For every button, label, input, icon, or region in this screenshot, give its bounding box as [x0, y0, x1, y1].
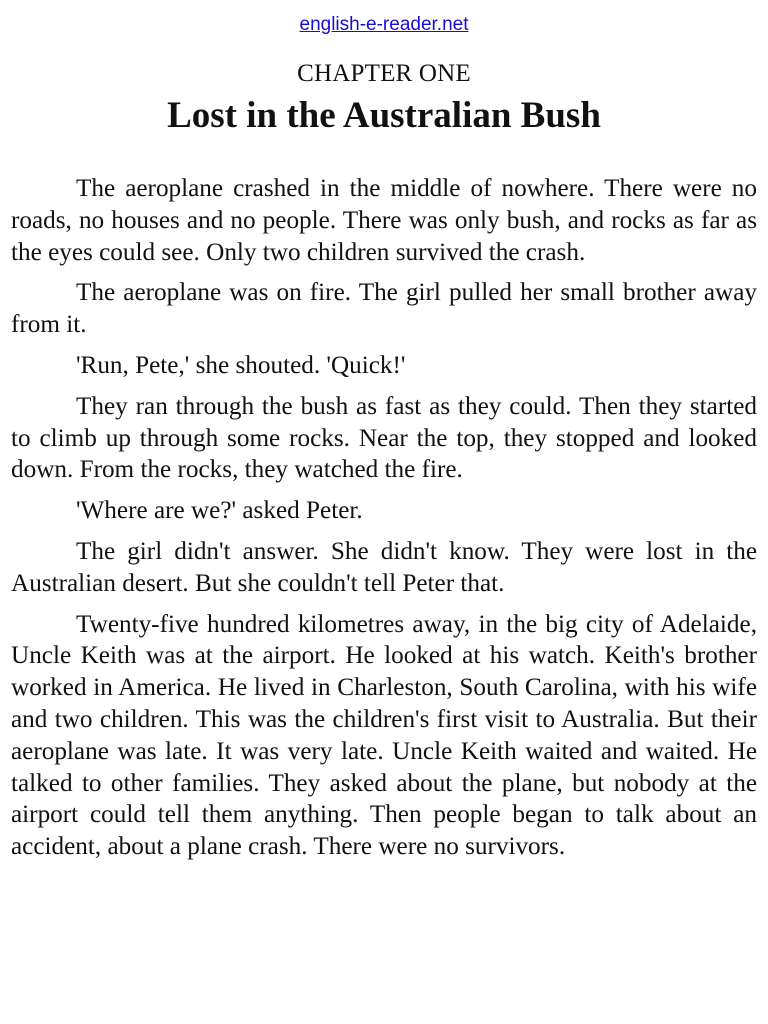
- paragraph: The aeroplane was on fire. The girl pulled her small brother away from it.: [11, 279, 757, 339]
- reader-page: [11, 0, 757, 872]
- chapter-body: [11, 173, 757, 863]
- paragraph: The girl didn't answer. She didn't know. They were lost in the Australian desert. But she couldn't tell Peter that.: [11, 537, 757, 597]
- paragraph: The aeroplane crashed in the middle of nowhere. There were no roads, no houses and no people. There was only bush, and rocks as far as the eyes could see. Only two children survived the crash.: [11, 175, 757, 266]
- chapter-label: CHAPTER ONE: [297, 60, 471, 87]
- paragraph: They ran through the bush as fast as they could. Then they started to climb up through some rocks. Near the top, they stopped and looked down. From the rocks, they watched the fire.: [11, 392, 757, 484]
- paragraph: 'Run, Pete,' she shouted. 'Quick!': [76, 351, 406, 379]
- paragraph: 'Where are we?' asked Peter.: [76, 497, 363, 525]
- paragraph: Twenty-five hundred kilometres away, in the big city of Adelaide, Uncle Keith was at the airport. He looked at his watch. Keith's brother worked in America. He lived in Charleston, South Carolina, with his wife and two children. This was the children's first visit to Australia. But their aeroplane was late. It was very late. Uncle Keith waited and waited. He talked to other families. They asked about the plane, but nobody at the airport could tell them anything. Then people began to talk about an accident, about a plane crash. There were no survivors.: [11, 610, 757, 861]
- site-link[interactable]: english-e-reader.net: [299, 14, 469, 35]
- chapter-title: Lost in the Australian Bush: [167, 95, 601, 136]
